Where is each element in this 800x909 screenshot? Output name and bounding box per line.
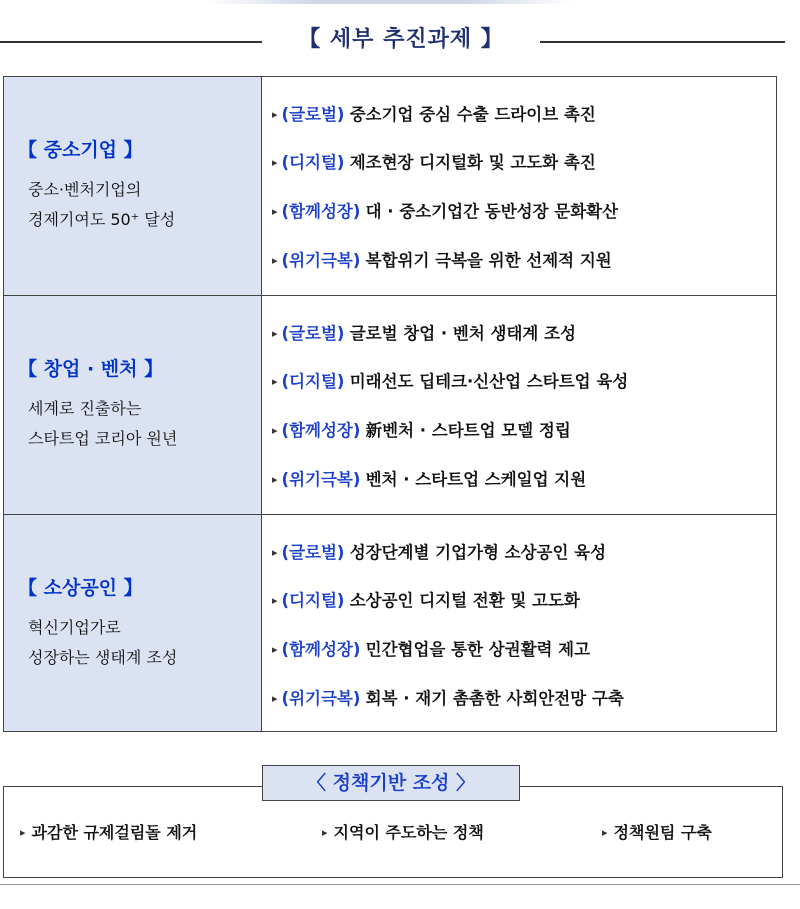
task-text: 新벤처 · 스타트업 모델 정립: [365, 421, 571, 440]
category-label: 【 창업 · 벤처 】: [18, 358, 164, 380]
category-cell: [4, 515, 262, 731]
task-list: [262, 296, 776, 514]
bullet-icon: ▸: [272, 205, 278, 218]
task-tag: (함께성장): [281, 640, 361, 659]
task-item: [272, 636, 590, 660]
top-accent-line: [205, 0, 575, 4]
task-text: 소상공인 디지털 전환 및 고도화: [349, 591, 580, 610]
title-bracket-close: 】: [480, 27, 504, 52]
task-tag: (함께성장): [281, 202, 361, 221]
policy-item-list: [20, 820, 780, 850]
task-item: [272, 417, 571, 441]
task-text: 민간협업을 통한 상권활력 제고: [365, 640, 591, 659]
bullet-icon: ▸: [322, 826, 328, 839]
bullet-icon: ▸: [272, 692, 278, 705]
policy-item-text: 과감한 규제걸림돌 제거: [31, 823, 198, 842]
task-item: [272, 466, 586, 490]
task-text: 회복 · 재기 촘촘한 사회안전망 구축: [365, 689, 624, 708]
task-tag: (글로벌): [281, 324, 345, 343]
task-text: 벤처 · 스타트업 스케일업 지원: [365, 470, 587, 489]
bullet-icon: ▸: [272, 594, 278, 607]
bullet-icon: ▸: [272, 424, 278, 437]
title-text: 세부 추진과제: [329, 27, 473, 52]
bullet-icon: ▸: [602, 826, 608, 839]
bullet-icon: ▸: [272, 108, 278, 121]
title-rule-left: [0, 41, 262, 43]
task-item: [272, 198, 618, 222]
bottom-divider: [0, 884, 800, 885]
task-list: [262, 77, 776, 295]
task-text: 대 · 중소기업간 동반성장 문화확산: [365, 202, 619, 221]
task-tag: (디지털): [281, 153, 345, 172]
category-description: [28, 394, 177, 454]
description-line: 중소·벤처기업의: [28, 180, 142, 199]
bullet-icon: ▸: [272, 375, 278, 388]
category-label: 【 소상공인 】: [18, 577, 143, 599]
task-text: 중소기업 중심 수출 드라이브 촉진: [349, 105, 596, 124]
section-title-row: [0, 22, 800, 58]
task-text: 미래선도 딥테크·신산업 스타트업 육성: [349, 372, 629, 391]
task-item: [272, 539, 606, 563]
tasks-table: [3, 76, 777, 732]
bullet-icon: ▸: [272, 643, 278, 656]
policy-foundation-label: 〈 정책기반 조성 〉: [262, 765, 520, 801]
task-item: [272, 368, 628, 392]
category-cell: [4, 77, 262, 295]
task-tag: (디지털): [281, 372, 345, 391]
title-bracket-open: 【: [298, 27, 322, 52]
task-tag: (글로벌): [281, 105, 345, 124]
bullet-icon: ▸: [272, 473, 278, 486]
task-tag: (디지털): [281, 591, 345, 610]
policy-item: [602, 820, 712, 843]
task-text: 글로벌 창업 · 벤처 생태계 조성: [349, 324, 576, 343]
category-description: [28, 613, 177, 673]
task-item: [272, 685, 624, 709]
task-tag: (글로벌): [281, 543, 345, 562]
table-row-sme: [4, 77, 776, 296]
task-tag: (함께성장): [281, 421, 361, 440]
task-list: [262, 515, 776, 731]
description-line: 세계로 진출하는: [28, 399, 142, 418]
description-line: 경제기여도 50⁺ 달성: [28, 210, 176, 229]
table-row-startup: [4, 296, 776, 515]
category-cell: [4, 296, 262, 514]
description-line: 스타트업 코리아 원년: [28, 429, 178, 448]
task-item: [272, 101, 596, 125]
task-tag: (위기극복): [281, 689, 361, 708]
policy-item: [322, 820, 484, 843]
bullet-icon: ▸: [272, 546, 278, 559]
category-description: [28, 175, 175, 235]
task-tag: (위기극복): [281, 251, 361, 270]
task-item: [272, 247, 612, 271]
bullet-icon: ▸: [272, 156, 278, 169]
task-tag: (위기극복): [281, 470, 361, 489]
bullet-icon: ▸: [272, 254, 278, 267]
task-text: 성장단계별 기업가형 소상공인 육성: [349, 543, 607, 562]
bullet-icon: ▸: [20, 826, 26, 839]
table-row-small-business: [4, 515, 776, 731]
policy-item: [20, 820, 197, 843]
bullet-icon: ▸: [272, 327, 278, 340]
task-item: [272, 149, 596, 173]
policy-item-text: 정책원팀 구축: [613, 823, 712, 842]
task-item: [272, 320, 576, 344]
section-title: [262, 22, 540, 53]
description-line: 성장하는 생태계 조성: [28, 648, 178, 667]
task-text: 제조현장 디지털화 및 고도화 촉진: [349, 153, 596, 172]
title-rule-right: [540, 41, 785, 43]
task-item: [272, 587, 580, 611]
policy-item-text: 지역이 주도하는 정책: [333, 823, 484, 842]
task-text: 복합위기 극복을 위한 선제적 지원: [365, 251, 612, 270]
description-line: 혁신기업가로: [28, 618, 121, 637]
category-label: 【 중소기업 】: [18, 139, 143, 161]
